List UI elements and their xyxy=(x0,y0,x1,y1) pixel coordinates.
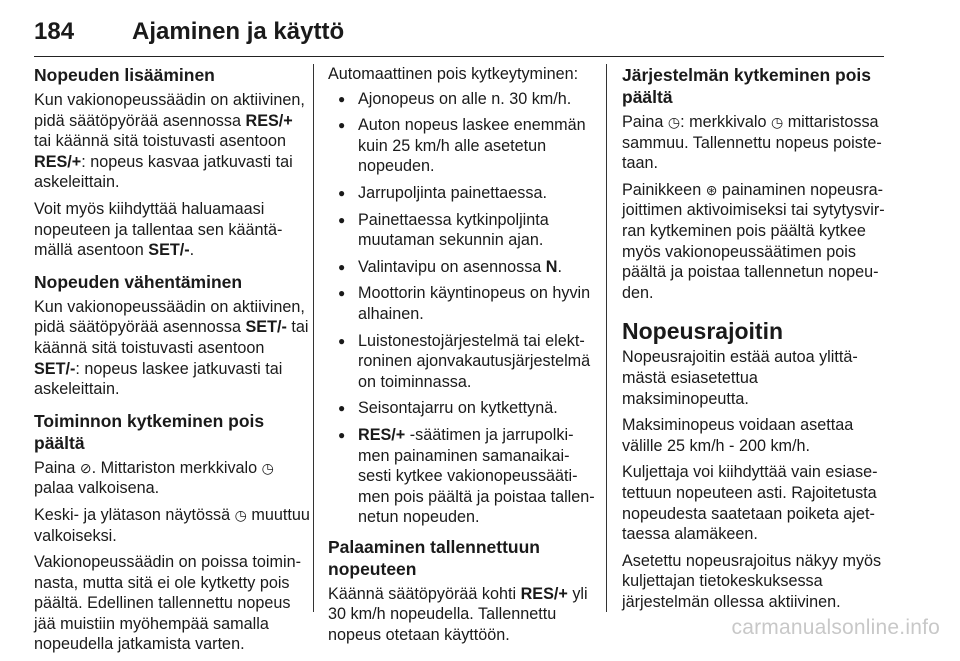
section-title: Ajaminen ja käyttö xyxy=(132,18,345,45)
list-item: ● RES/+ -säätimen ja jarrupolkimen painaminen samanaikaisesti kytkee vakionopeussäätimen pois päältä ja poistaa tallennetun nopeuden. xyxy=(328,425,596,528)
paragraph: Nopeusrajoitin estää autoa ylittämästä esiasetettua maksiminopeutta. xyxy=(622,348,858,408)
paragraph: Kun vakionopeussäädin on aktiivinen, pidä säätöpyörää asennossa RES/+ tai käännä sitä toistuvasti asentoon RES/+: nopeus kasvaa jatkuvasti tai askeleittain. xyxy=(34,91,305,192)
list-item: ● Jarrupoljinta painettaessa. xyxy=(328,183,596,204)
paragraph: Paina ⊘. Mittariston merkkivalo ◷ palaa valkoisena. xyxy=(34,458,274,498)
list-item: ● Valintavipu on asennossa N. xyxy=(328,257,596,278)
column-divider xyxy=(313,64,314,612)
list-item: ● Moottorin käyntinopeus on hyvin alhainen. xyxy=(328,283,596,324)
column-3 xyxy=(622,64,888,618)
heading-increase-speed: Nopeuden lisääminen xyxy=(34,65,215,85)
paragraph: Kuljettaja voi kiihdyttää vain esiasetettuun nopeuteen asti. Rajoitetusta nopeudesta saatetaan poiketa ajettaessa alamäkeen. xyxy=(622,463,878,544)
list-item: ● Seisontajarru on kytkettynä. xyxy=(328,398,596,419)
speed-limiter-icon: ⊛ xyxy=(705,181,718,198)
heading-deactivate-function: Toiminnon kytkeminen pois päältä xyxy=(34,410,265,453)
section-title-speed-limiter: Nopeusrajoitin xyxy=(622,318,784,345)
paragraph: Painikkeen ⊛ painaminen nopeusrajoittimen aktivoimiseksi tai sytytysvirran kytkeminen pois päältä kytkee myös vakionopeussäätimen pois päältä ja poistaa tallennetun nopeuden. xyxy=(622,180,885,302)
paragraph: Asetettu nopeusrajoitus näkyy myös kuljettajan tietokeskuksessa järjestelmän ollessa aktiivinen. xyxy=(622,551,882,611)
paragraph: Vakionopeussäädin on poissa toiminnasta, mutta sitä ei ole kytketty pois päältä. Edellinen tallennettu nopeus jää muistiin myöhempää samalla nopeudella jatkamista varten. xyxy=(34,553,301,654)
paragraph: Keski- ja ylätason näytössä ◷ muuttuu valkoiseksi. xyxy=(34,505,310,545)
page-header xyxy=(34,18,884,57)
cruise-control-indicator-icon: ◷ xyxy=(667,114,681,130)
paragraph: Automaattinen pois kytkeytyminen: xyxy=(328,65,579,83)
heading-switch-off-system: Järjestelmän kytkeminen pois päältä xyxy=(622,65,871,107)
list-item: ● Ajonopeus on alle n. 30 km/h. xyxy=(328,89,596,110)
cruise-control-indicator-icon: ◷ xyxy=(234,506,247,523)
watermark: carmanualsonline.info xyxy=(731,616,940,639)
paragraph: Kun vakionopeussäädin on aktiivinen, pidä säätöpyörää asennossa SET/- tai käännä sitä toistuvasti asentoon SET/-: nopeus laskee jatkuvasti tai askeleittain. xyxy=(34,297,309,399)
column-divider xyxy=(606,64,607,612)
column-1 xyxy=(34,64,310,661)
list-item: ● Painettaessa kytkinpoljinta muutaman sekunnin ajan. xyxy=(328,210,596,251)
heading-decrease-speed: Nopeuden vähentäminen xyxy=(34,271,243,292)
column-2 xyxy=(328,64,596,652)
paragraph: Voit myös kiihdyttää haluamaasi nopeuteen ja tallentaa sen kääntämällä asentoon SET/-. xyxy=(34,199,283,260)
page-number: 184 xyxy=(34,18,75,45)
heading-resume-speed: Palaaminen tallennettuun nopeuteen xyxy=(328,536,540,579)
paragraph: Paina ◷: merkkivalo ◷ mittaristossa sammuu. Tallennettu nopeus poistetaan. xyxy=(622,113,882,173)
auto-off-list xyxy=(328,89,596,528)
paragraph: Maksiminopeus voidaan asettaa välille 25 km/h - 200 km/h. xyxy=(622,416,854,455)
cruise-control-indicator-icon: ◷ xyxy=(261,459,274,476)
cruise-control-off-icon: ⊘ xyxy=(79,459,92,476)
list-item: ● Luistonestojärjestelmä tai elektroninen ajonvakautusjärjestelmä on toiminnassa. xyxy=(328,331,596,393)
cruise-control-indicator-icon: ◷ xyxy=(770,114,784,130)
list-item: ● Auton nopeus laskee enemmän kuin 25 km/h alle asetetun nopeuden. xyxy=(328,115,596,177)
paragraph: Käännä säätöpyörää kohti RES/+ yli 30 km/h nopeudella. Tallennettu nopeus otetaan käyttöön. xyxy=(328,584,588,645)
